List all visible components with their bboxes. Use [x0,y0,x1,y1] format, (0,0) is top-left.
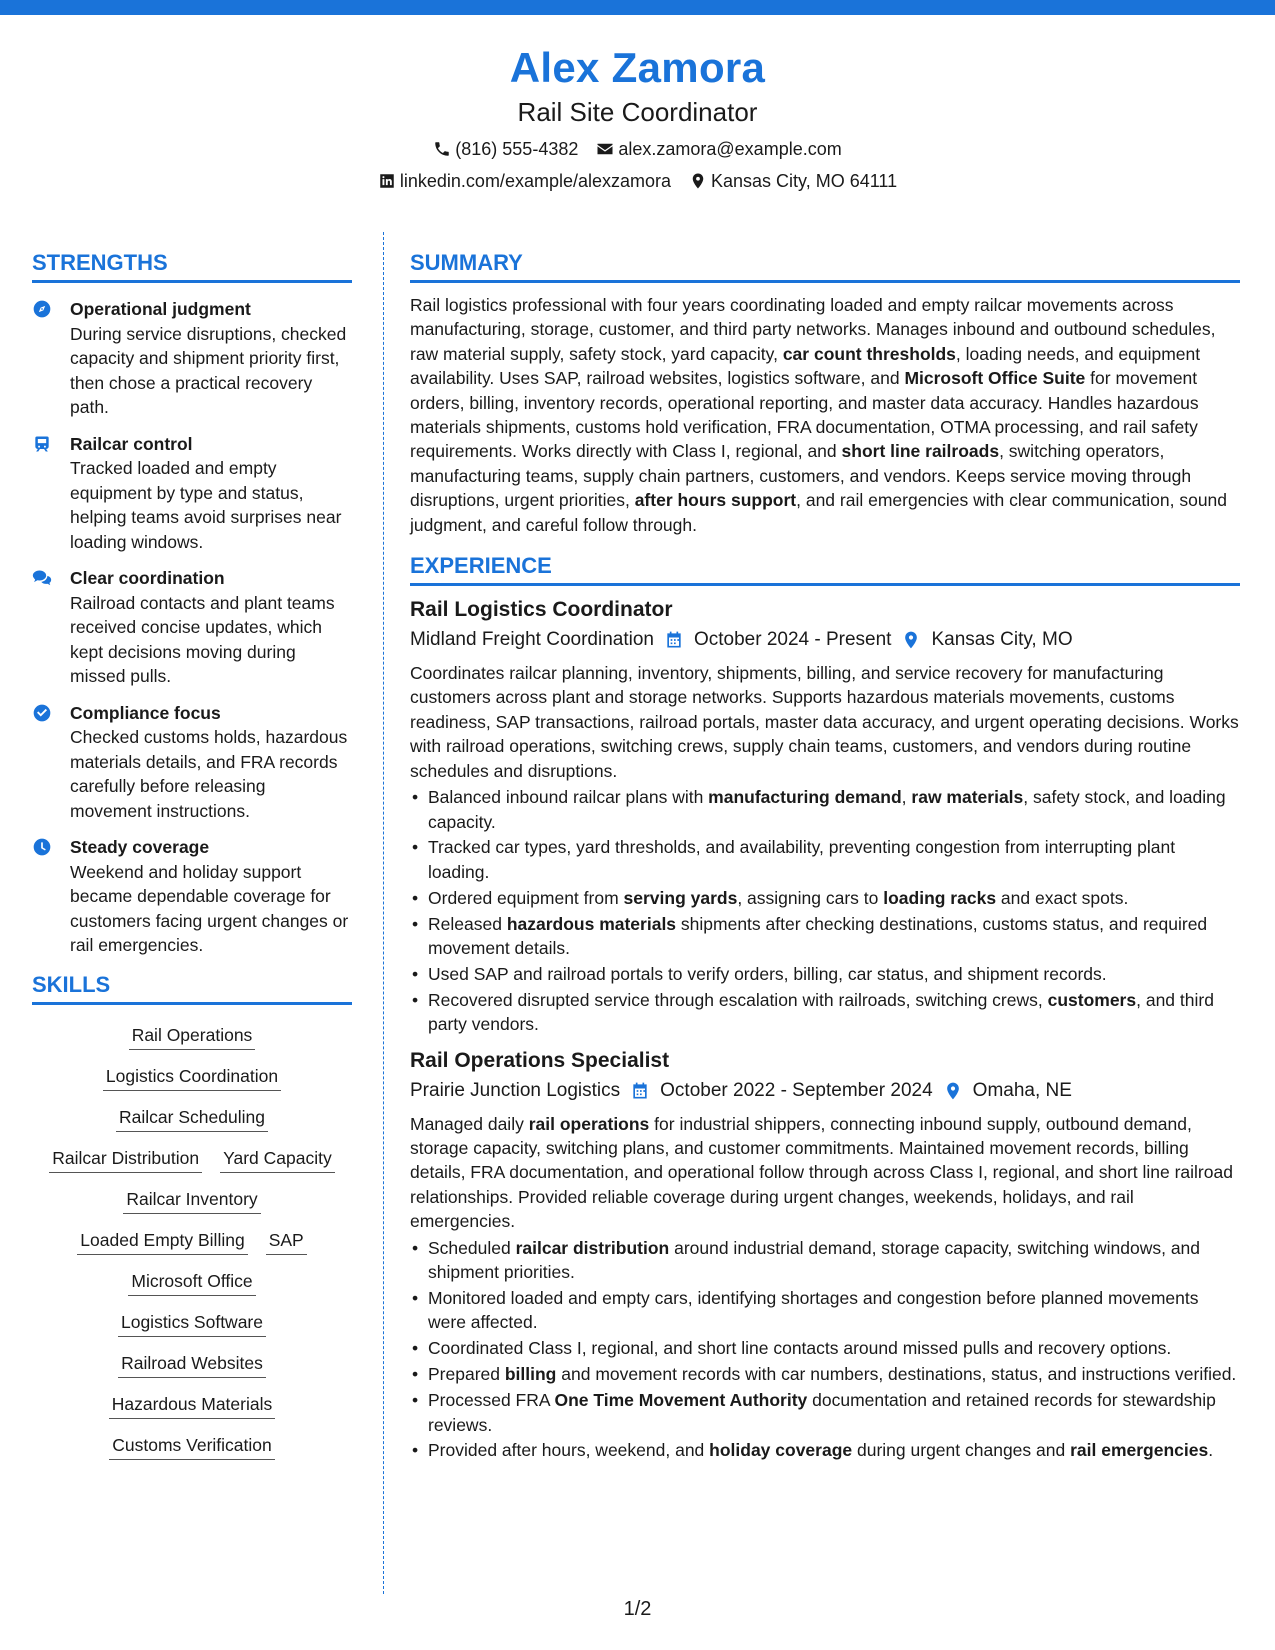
strength-head: Steady coverage [70,837,210,857]
right-column [410,248,1240,1464]
contact-row-2 [0,170,1275,192]
strength-head: Compliance focus [70,702,221,723]
linkedin-icon [378,172,396,190]
location-text: Kansas City, MO 64111 [711,171,898,191]
bullet-item [410,988,1240,1037]
strength-text: Railroad contacts and plant teams received concise updates, which kept decisions moving during missed pulls. [70,592,335,686]
text-span: , switching operators, manufacturing teams, supply chain partners, customers, and vendors. Keeps service moving through disruptions, urgent priorities, [410,441,1192,511]
strength-item [32,566,352,689]
strengths-list [32,297,352,958]
text-span: shipments after checking destinations, customs status, and required movement details. [428,913,1208,959]
map-pin-icon [689,172,707,190]
text-span: , loading needs, and equipment availability. Uses SAP, railroad websites, logistics software, and [410,343,1201,389]
strength-head: Clear coordination [70,568,225,588]
text-span: , assigning cars to [737,887,884,908]
linkedin-contact[interactable] [378,170,671,192]
skill-tag: Microsoft Office [128,1269,255,1296]
text-span: , and third party vendors. [428,989,1214,1035]
strength-head: Operational judgment [70,299,251,319]
calendar-icon [664,630,684,650]
job-meta [410,627,1240,653]
skill-tag: Rail Operations [129,1023,256,1050]
skill-tag: Logistics Coordination [103,1064,281,1091]
text-span: and exact spots. [996,887,1129,908]
skill-tag: Yard Capacity [220,1146,335,1173]
bold-text: loading racks [883,887,997,908]
text-span: , [901,787,912,808]
candidate-name: Alex Zamora [509,44,766,91]
email-contact[interactable] [596,138,841,160]
bold-text: car count thresholds [782,343,956,364]
job-bullets [410,1236,1240,1463]
summary-heading: SUMMARY [410,248,1240,283]
page-number: 1/2 [623,1598,652,1620]
text-span: Balanced inbound railcar plans with [428,787,709,808]
text-span: Processed FRA [428,1390,555,1411]
skills-heading: SKILLS [32,970,352,1005]
contact-row-1 [0,138,1275,160]
skill-tag: SAP [266,1228,307,1255]
text-span: around industrial demand, storage capacity, switching windows, and shipment priorities. [428,1237,1201,1283]
skill-tag: Railcar Distribution [49,1146,202,1173]
bold-text: rail operations [528,1113,650,1134]
bold-text: Microsoft Office Suite [904,368,1086,389]
text-span: documentation and retained records for stewardship reviews. [428,1390,1216,1435]
skills-list [32,1023,352,1460]
text-span: Used SAP and railroad portals to verify orders, billing, car status, and shipment records. [428,963,1107,984]
text-span: Ordered equipment from [428,887,624,908]
top-accent-bar [0,0,1275,15]
bold-text: after hours support [634,490,797,511]
phone-text: (816) 555-4382 [455,139,579,159]
resume-header [0,42,1275,192]
text-span: Recovered disrupted service through escalation with railroads, switching crews, [428,989,1048,1010]
location-contact [689,170,897,192]
job-location [943,1078,1072,1104]
skill-tag: Logistics Software [118,1310,266,1337]
bullet-item [410,1388,1240,1437]
skill-tag: Railcar Scheduling [116,1105,268,1132]
job-description [410,1112,1240,1234]
strength-item [32,432,352,555]
experience-list [410,596,1240,1463]
job-location [901,627,1072,653]
text-span: Monitored loaded and empty cars, identifying shortages and congestion before planned movements were affected. [428,1288,1199,1333]
skill-row [32,1023,352,1050]
text-span: Tracked car types, yard thresholds, and availability, preventing congestion from interrupting plant loading. [428,837,1176,882]
clock-icon [32,837,52,857]
skill-row [32,1433,352,1460]
bold-text: short line railroads [841,441,1000,462]
bullet-item [410,785,1240,834]
skill-tag: Customs Verification [109,1433,275,1460]
text-span: , safety stock, and loading capacity. [428,787,1226,832]
strength-text: During service disruptions, checked capacity and shipment priority first, then chose a practical recovery path. [70,323,347,417]
bold-text: billing [504,1364,557,1385]
strength-text: Checked customs holds, hazardous materials details, and FRA records carefully before releasing movement instructions. [70,727,348,821]
job-description [410,661,1240,783]
bold-text: serving yards [623,887,738,908]
linkedin-text[interactable]: linkedin.com/example/alexzamora [399,171,672,191]
left-column [32,248,352,1474]
compass-icon [32,299,52,319]
text-span: Scheduled [428,1237,516,1258]
bold-text: railcar distribution [515,1237,670,1258]
bold-text: One Time Movement Authority [554,1390,808,1411]
job-company: Midland Freight Coordination [410,629,654,651]
envelope-icon [596,140,614,158]
experience-heading: EXPERIENCE [410,551,1240,586]
bold-text: raw materials [911,787,1024,808]
skill-row [32,1392,352,1419]
text-span: Managed daily [410,1113,529,1134]
map-pin-icon [943,1081,963,1101]
strength-item [32,297,352,420]
skill-tag: Hazardous Materials [109,1392,275,1419]
text-span: for movement orders, billing, inventory records, operational reporting, and master data accuracy. Handles hazardous materials shipments, customs hold verification, FRA documentation, OTMA processing, and rail safety requirements. Works directly with Class I, regional, and [410,368,1199,462]
strength-head: Railcar control [70,433,193,454]
summary-text [410,293,1240,537]
email-text[interactable]: alex.zamora@example.com [618,139,842,159]
text-span: Provided after hours, weekend, and [428,1440,710,1461]
job-company: Prairie Junction Logistics [410,1079,621,1101]
text-span: . [1208,1440,1214,1461]
bullet-item [410,1286,1240,1335]
skill-row [32,1269,352,1296]
job-meta [410,1078,1240,1104]
bullet-item [410,1236,1240,1285]
job-dates-text: October 2024 - Present [693,629,892,651]
map-pin-icon [901,630,921,650]
text-span: for industrial shippers, connecting inbound supply, outbound demand, storage capacity, switching plans, and customer commitments. Maintained movement records, billing details, FRA documentation, and operational follow through across Class I, regional, and short line railroad relationships. Provided reliable coverage during urgent changes, weekends, holidays, and rail emergencies. [410,1113,1233,1232]
bullet-item [410,1336,1240,1360]
strength-item [32,701,352,824]
strength-text: Weekend and holiday support became dependable coverage for customers facing urgent changes or rail emergencies. [70,861,349,955]
job-bullets [410,785,1240,1037]
skill-row [32,1064,352,1091]
text-span: Released [428,913,507,934]
text-span: , and rail emergencies with clear communication, sound judgment, and careful follow through. [410,490,1228,535]
comments-icon [32,568,52,588]
job-entry [410,596,1240,1037]
skill-row [32,1351,352,1378]
bold-text: rail emergencies [1070,1440,1209,1461]
text-span: Rail logistics professional with four years coordinating loaded and empty railcar movements across manufacturing, storage, customer, and third party networks. Manages inbound and outbound schedules, raw material supply, safety stock, yard capacity, [410,295,1216,364]
skill-tag: Railcar Inventory [123,1187,260,1214]
skill-row [32,1105,352,1132]
job-dates [664,627,892,653]
text-span: during urgent changes and [852,1440,1071,1461]
skill-tag: Railroad Websites [118,1351,266,1378]
skill-row [32,1146,352,1173]
bullet-item [410,1362,1240,1386]
bold-text: customers [1047,989,1137,1010]
job-dates [630,1078,933,1104]
strengths-heading: STRENGTHS [32,248,352,283]
text-span: Prepared [428,1364,505,1385]
text-span: and movement records with car numbers, destinations, status, and instructions verified. [556,1364,1237,1385]
text-span: Coordinated Class I, regional, and short line contacts around missed pulls and recovery options. [428,1338,1172,1359]
strength-text: Tracked loaded and empty equipment by type and status, helping teams avoid surprises near loading windows. [70,458,342,552]
calendar-icon [630,1081,650,1101]
train-icon [32,434,52,454]
job-title: Rail Operations Specialist [410,1048,670,1072]
job-location-text: Kansas City, MO [931,629,1073,651]
bullet-item [410,962,1240,986]
job-title: Rail Logistics Coordinator [410,598,673,622]
job-dates-text: October 2022 - September 2024 [660,1079,933,1101]
skill-row [32,1310,352,1337]
skill-tag: Loaded Empty Billing [77,1228,247,1255]
bullet-item [410,886,1240,910]
phone-icon [433,140,451,158]
job-entry [410,1047,1240,1463]
check-circle-icon [32,703,52,723]
bold-text: holiday coverage [709,1440,853,1461]
bullet-item [410,835,1240,884]
bullet-item [410,912,1240,961]
bold-text: hazardous materials [506,913,677,934]
candidate-title: Rail Site Coordinator [517,97,758,127]
strength-item [32,835,352,958]
column-divider [383,232,384,1594]
skill-row [32,1187,352,1214]
bullet-item [410,1438,1240,1462]
text-span: Coordinates railcar planning, inventory, shipments, billing, and service recovery for manufacturing customers across plant and storage networks. Supports hazardous materials movements, customs readiness, SAP transactions, railroad portals, master data accuracy, and urgent operating decisions. Works with railroad operations, switching crews, supply chain teams, customers, and vendors during routine schedules and disruptions. [410,663,1239,781]
phone-contact [433,138,578,160]
job-location-text: Omaha, NE [972,1079,1072,1101]
bold-text: manufacturing demand [708,787,902,808]
skill-row [32,1228,352,1255]
